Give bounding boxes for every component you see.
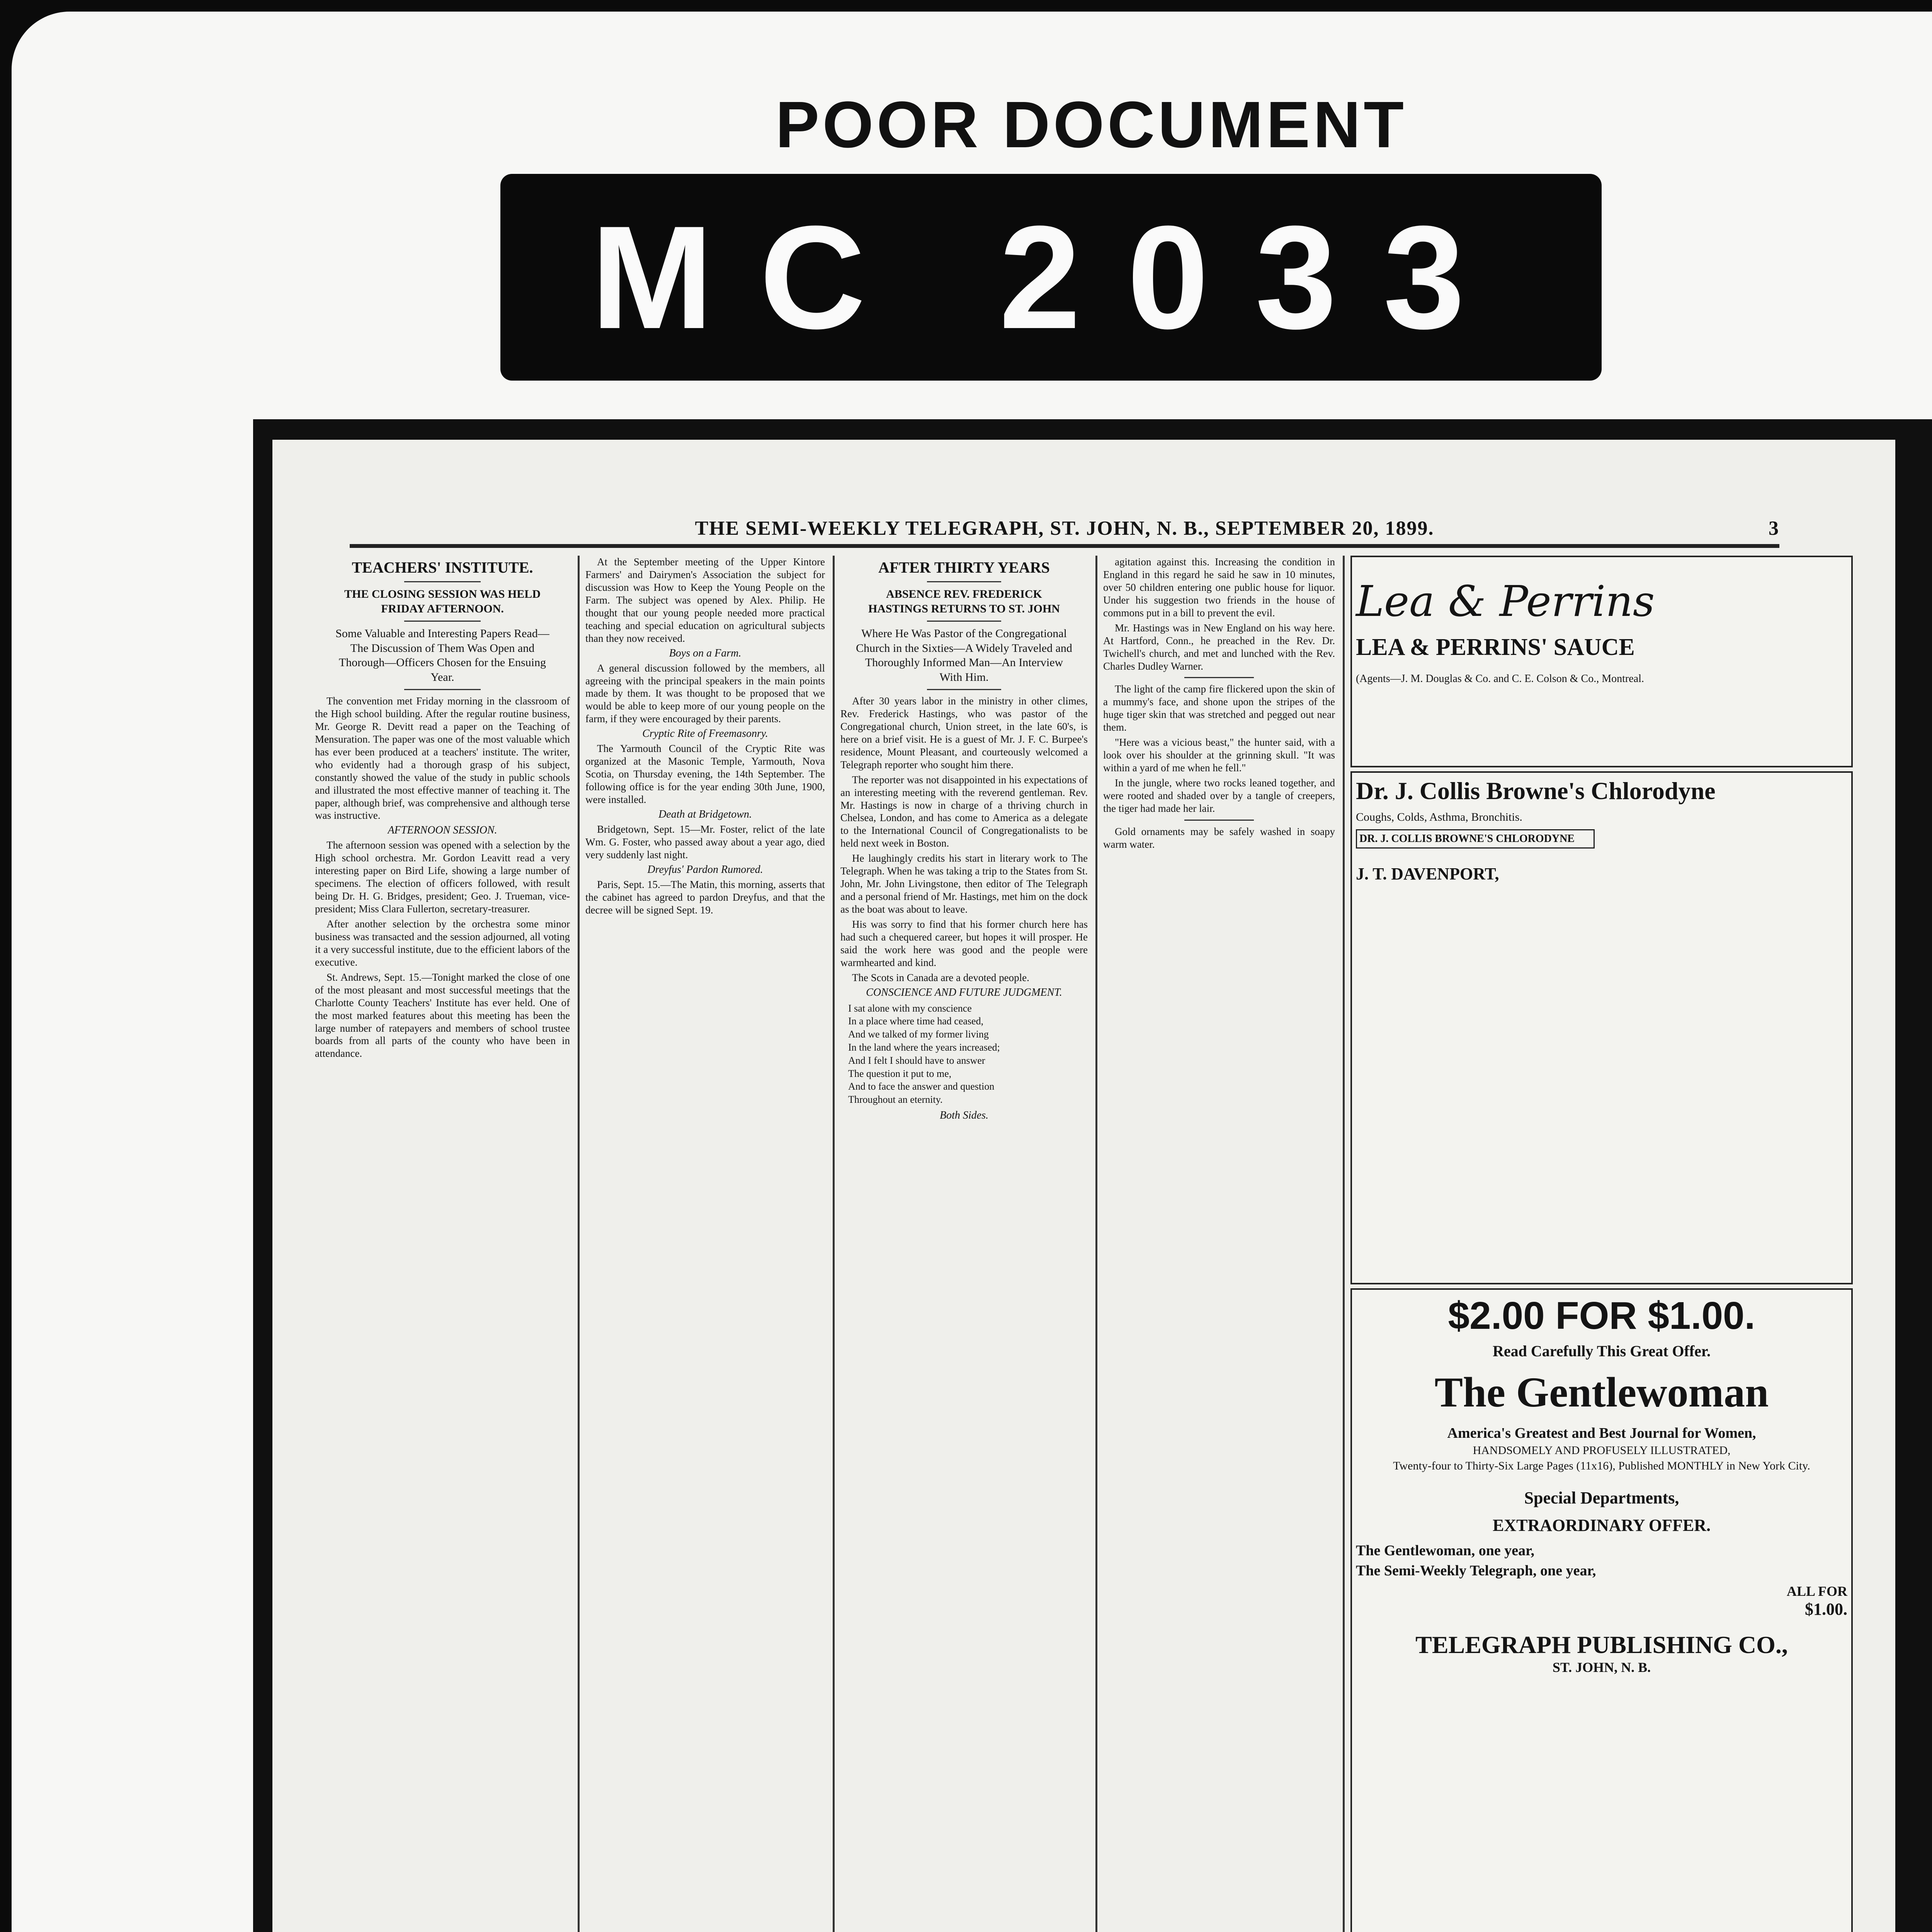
divider xyxy=(404,689,481,690)
column-rule xyxy=(1095,556,1097,1932)
section-death-bridgetown: Death at Bridgetown. xyxy=(658,808,752,820)
article-paragraph: At the September meeting of the Upper Kintore Farmers' and Dairymen's Association the subject for discussion was How to Keep the Young People on the Farm. The subject was opened by Alex. Philip. He thought that our young people needed more practical teaching and special education on agricultural subjects than they now received. xyxy=(585,556,825,644)
subdeck-teachers: Some Valuable and Interesting Papers Read—The Discussion of Them Was Open and Thorough—Officers Chosen for the Ensuing Year. xyxy=(335,627,549,684)
chlorodyne-ad xyxy=(1350,771,1853,1284)
subdeck-hastings: Where He Was Pastor of the Congregational Church in the Sixties—A Widely Traveled and Thoroughly Informed Man—An Interview With Him. xyxy=(856,627,1072,684)
lea-perrins-brand: LEA & PERRINS' SAUCE xyxy=(1356,634,1635,660)
lea-perrins-signature: Lea & Perrins xyxy=(1356,577,1655,626)
poem-heading: CONSCIENCE AND FUTURE JUDGMENT. xyxy=(866,986,1062,998)
section-dreyfus: Dreyfus' Pardon Rumored. xyxy=(647,863,763,876)
poor-document-label: POOR DOCUMENT xyxy=(776,88,1407,162)
article-paragraph: In the jungle, where two rocks leaned together, and were rooted and shaded over by a tangle of creepers, the tiger had made her lair. xyxy=(1103,777,1335,814)
gentlewoman-sub: America's Greatest and Best Journal for Women, xyxy=(1447,1425,1756,1441)
divider xyxy=(404,621,481,622)
article-paragraph: agitation against this. Increasing the condition in England in this regard he said he saw in 10 minutes, over 50 children entering one public house for liquor. Under his suggestion two friends in the house of commons put in a bill to prevent the evil. xyxy=(1103,556,1335,619)
lea-perrins-ad xyxy=(1350,556,1853,767)
masthead-title: THE SEMI-WEEKLY TELEGRAPH, ST. JOHN, N. B., SEPTEMBER 20, 1899. xyxy=(695,517,1434,539)
gentlewoman-sub3: Twenty-four to Thirty-Six Large Pages (11x16), Published MONTHLY in New York City. xyxy=(1393,1459,1810,1472)
article-paragraph: The reporter was not disappointed in his expectations of an interesting meeting with the reverend gentleman. Rev. Mr. Hastings is now in charge of a thriving church in Chelsea, London, and has come to America as a delegate to the International Council of Congregationalists to be held next week in Boston. xyxy=(840,774,1088,849)
extraordinary-offer: EXTRAORDINARY OFFER. xyxy=(1493,1516,1711,1535)
section-boys-farm: Boys on a Farm. xyxy=(669,647,742,659)
article-paragraph: His was sorry to find that his former church here has had such a chequered career, but hopes it will prosper. He said the work here was good and the people were warmhearted and kind. xyxy=(840,918,1088,968)
divider xyxy=(927,689,1001,690)
publisher-city: ST. JOHN, N. B. xyxy=(1552,1660,1651,1675)
offer-line-2: The Semi-Weekly Telegraph, one year, xyxy=(1356,1563,1596,1579)
gentlewoman-sub2: HANDSOMELY AND PROFUSELY ILLUSTRATED, xyxy=(1473,1444,1731,1457)
poem-footer: Both Sides. xyxy=(940,1109,988,1121)
headline-thirty-years: AFTER THIRTY YEARS xyxy=(878,559,1050,576)
column-rule xyxy=(833,556,835,1932)
article-paragraph: After 30 years labor in the ministry in other climes, Rev. Frederick Hastings, who was pastor of the Congregational church, Union street, in the late 60's, is here on a brief visit. He is a guest of Mr. J. F. C. Burpee's residence, Mount Pleasant, and courteously welcomed a Telegraph reporter who sought him there. xyxy=(840,695,1088,770)
divider xyxy=(1184,820,1254,821)
column-2 xyxy=(585,556,825,1932)
article-paragraph: The convention met Friday morning in the classroom of the High school building. After the regular routine business, Mr. George R. Devitt read a paper on the Teaching of Mensuration. The paper was one of the most valuable which has ever been produced at a teachers' institute. The writer, who evidently had a thorough grasp of his subject, constantly showed the value of the study in public schools and illustrated the most effective manner of teaching it. The paper, although brief, was comprehensive and although terse was instructive. xyxy=(315,695,570,821)
section-afternoon: AFTERNOON SESSION. xyxy=(388,824,497,837)
publisher: TELEGRAPH PUBLISHING CO., xyxy=(1415,1631,1788,1658)
chlorodyne-box: DR. J. COLLIS BROWNE'S CHLORODYNE xyxy=(1356,829,1595,849)
chlorodyne-maker: J. T. DAVENPORT, xyxy=(1356,864,1499,883)
divider xyxy=(1184,677,1254,678)
column-rule xyxy=(578,556,580,1932)
chlorodyne-title: Dr. J. Collis Browne's Chlorodyne xyxy=(1356,777,1716,804)
article-paragraph: The afternoon session was opened with a selection by the High school orchestra. Mr. Gordon Leavitt read a very interesting paper on Bird Life, showing a large number of specimens. The election of officers followed, with result being Dr. H. G. Bridges, president; Geo. J. Trueman, vice-president; Miss Clara Fullerton, secretary-treasurer. xyxy=(315,839,570,915)
article-paragraph: The light of the camp fire flickered upon the skin of a mummy's face, and shone upon the stripes of the huge tiger skin that was stretched and pegged out near them. xyxy=(1103,683,1335,733)
column-3 xyxy=(840,556,1088,1932)
article-paragraph: He laughingly credits his start in literary work to The Telegraph. When he was taking a trip to the States from St. John, Mr. John Livingstone, then editor of The Telegraph and a personal friend of Mr. Hastings, met him on the dock as the boat was about to leave. xyxy=(840,852,1088,915)
poem-text: I sat alone with my conscience In a place where time had ceased, And we talked of my former living In the land where the years increased; And I felt I should have to answer The question it put to me, And to face the answer and question Throughout an eternity. xyxy=(848,1002,1000,1105)
all-price: $1.00. xyxy=(1805,1600,1847,1619)
masthead xyxy=(350,517,1779,548)
film-code-banner: MC 2033 xyxy=(500,174,1602,381)
divider xyxy=(404,581,481,582)
column-rule xyxy=(1343,556,1345,1932)
article-paragraph: The Scots in Canada are a devoted people. xyxy=(852,971,1029,983)
gentlewoman-title: The Gentlewoman xyxy=(1434,1369,1769,1416)
deck-hastings: ABSENCE REV. FREDERICK HASTINGS RETURNS TO ST. JOHN xyxy=(868,588,1060,615)
offer-read: Read Carefully This Great Offer. xyxy=(1492,1342,1711,1360)
column-4 xyxy=(1103,556,1335,1932)
page-number: 3 xyxy=(1769,517,1779,539)
all-for: ALL FOR xyxy=(1786,1583,1847,1599)
headline-teachers: TEACHERS' INSTITUTE. xyxy=(352,559,533,576)
article-paragraph: Paris, Sept. 15.—The Matin, this morning, asserts that the cabinet has agreed to pardon Dreyfus, and that the decree will be signed Sept. 19. xyxy=(585,878,825,916)
article-paragraph: The Yarmouth Council of the Cryptic Rite was organized at the Masonic Temple, Yarmouth, Nova Scotia, on Thursday evening, the 14th September. The following office is for the year ending 30th June, 1900, were installed. xyxy=(585,743,825,805)
newspaper-page xyxy=(272,440,1895,1932)
article-paragraph: Bridgetown, Sept. 15—Mr. Foster, relict of the late Wm. G. Foster, who passed away about a year ago, died very suddenly last night. xyxy=(585,823,825,861)
divider xyxy=(927,621,1001,622)
article-paragraph: Mr. Hastings was in New England on his way here. At Hartford, Conn., he preached in the Rev. Dr. Twichell's church, and met and lunched with the Rev. Charles Dudley Warner. xyxy=(1103,622,1335,672)
article-paragraph: "Here was a vicious beast," the hunter said, with a look over his shoulder at the grinning skull. "It was within a yard of me when he fell." xyxy=(1103,736,1335,774)
divider xyxy=(927,581,1001,582)
lea-perrins-agents: (Agents—J. M. Douglas & Co. and C. E. Colson & Co., Montreal. xyxy=(1356,673,1644,685)
special-departments: Special Departments, xyxy=(1524,1488,1679,1507)
section-cryptic-rite: Cryptic Rite of Freemasonry. xyxy=(642,728,768,740)
article-paragraph: Gold ornaments may be safely washed in soapy warm water. xyxy=(1103,825,1335,850)
advertisement-column xyxy=(1350,556,1853,1932)
column-1 xyxy=(315,556,570,1932)
deck-teachers: THE CLOSING SESSION WAS HELD FRIDAY AFTERNOON. xyxy=(344,588,541,615)
article-paragraph: A general discussion followed by the members, all agreeing with the principal speakers in the main points made by them. It was thought to be proposed that we would be able to keep more of our young people on the farm, if they were encouraged by their parents. xyxy=(585,662,825,725)
article-paragraph: St. Andrews, Sept. 15.—Tonight marked the close of one of the most pleasant and most successful meetings that the Charlotte County Teachers' Institute has ever held. One of the most marked features about this meeting has been the large number of ratepayers and members of school trustee boards from all parts of the county who have been in attendance. xyxy=(315,971,570,1060)
article-paragraph: After another selection by the orchestra some minor business was transacted and the session adjourned, all voting it a very successful institute, due to the efficient labors of the executive. xyxy=(315,918,570,968)
offer-line-1: The Gentlewoman, one year, xyxy=(1356,1543,1534,1559)
chlorodyne-sub: Coughs, Colds, Asthma, Bronchitis. xyxy=(1356,811,1522,823)
offer-price: $2.00 FOR $1.00. xyxy=(1448,1294,1755,1337)
gentlewoman-ad xyxy=(1350,1288,1853,1932)
